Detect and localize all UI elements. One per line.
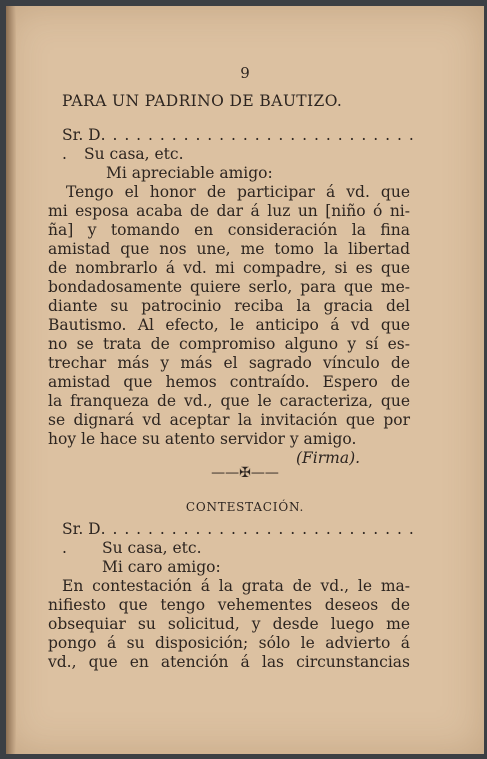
reply-body-line: nifiesto que tengo vehementes deseos de: [48, 596, 410, 614]
salutation-prefix: Sr. D: [62, 126, 101, 144]
body-line: trechar más y más el sagrado vínculo de: [48, 354, 410, 372]
line-su-casa: Su casa, etc.: [84, 145, 184, 163]
body-line: bondadosamente quiere serlo, para que me-: [48, 278, 410, 296]
body-line: de nombrarlo á vd. mi compadre, si es que: [48, 259, 410, 277]
body-line: amistad que hemos contraído. Espero de: [48, 373, 410, 391]
greeting: Mi apreciable amigo:: [106, 164, 273, 182]
reply-salutation-prefix: Sr. D: [62, 520, 101, 538]
body-line: la franqueza de vd., que le caracteriza, que: [48, 392, 410, 410]
body-line: ña] y tomando en consideración la fina: [48, 221, 410, 239]
reply-heading: CONTESTACIÓN.: [185, 500, 305, 514]
reply-body-line: pongo á su disposición; sólo le advierto á: [48, 634, 410, 652]
page-spine-shadow: [6, 6, 16, 754]
body-line-last: hoy le hace su atento servidor y amigo.: [48, 430, 357, 448]
reply-body-line: En contestación á la grata de vd., le ma-: [62, 577, 410, 595]
body-line: Bautismo. Al efecto, le anticipo á vd que: [48, 316, 410, 334]
reply-line-su-casa: Su casa, etc.: [102, 539, 202, 557]
reply-salutation-dots: . . . . . . . . . . . . . . . . . . . . . . . . . . . .: [62, 520, 415, 557]
reply-greeting: Mi caro amigo:: [102, 558, 221, 576]
ornament-divider: ——✠——: [211, 465, 279, 481]
signature: (Firma).: [296, 449, 361, 467]
body-line: se dignará vd aceptar la invitación que por: [48, 411, 410, 429]
body-line: diante su patrocinio reciba la gracia del: [48, 297, 410, 315]
body-line: Tengo el honor de participar á vd. que: [66, 183, 410, 201]
body-line: amistad que nos une, me tomo la libertad: [48, 240, 410, 258]
book-page: [6, 6, 484, 754]
body-line: no se trata de compromiso alguno y sí es-: [48, 335, 410, 353]
reply-body-line: obsequiar su solicitud, y desde luego me: [48, 615, 410, 633]
section-title: PARA UN PADRINO DE BAUTIZO.: [62, 92, 343, 110]
page-number: 9: [240, 64, 250, 82]
salutation-dots: . . . . . . . . . . . . . . . . . . . . . . . . . . . .: [62, 126, 415, 163]
body-line: mi esposa acaba de dar á luz un [niño ó ni-: [48, 202, 410, 220]
reply-body-line: vd., que en atención á las circunstancias: [48, 653, 410, 671]
